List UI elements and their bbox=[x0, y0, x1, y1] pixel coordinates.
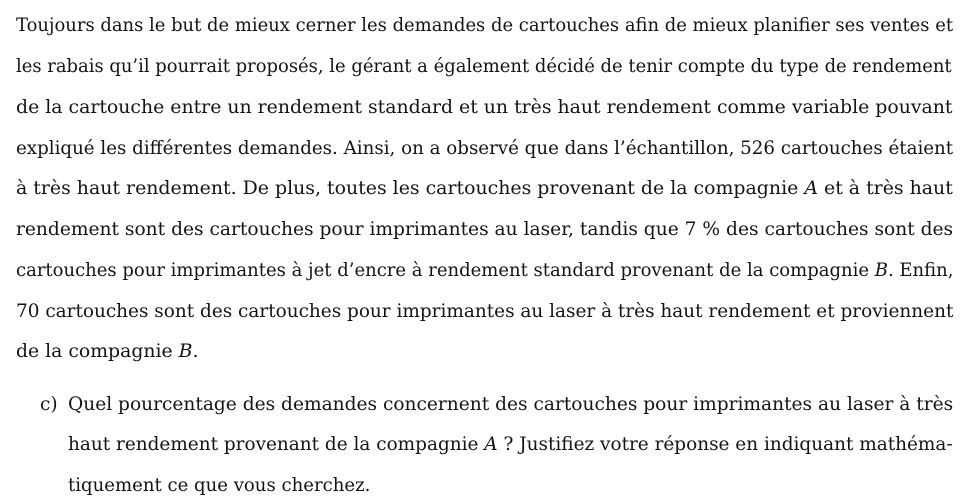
paragraph-line-9: de la compagnie B. bbox=[16, 341, 199, 362]
paragraph-line-1: Toujours dans le but de mieux cerner les demandes de cartouches afin de mieux planifier ses ventes et bbox=[16, 15, 954, 36]
question-line-3: tiquement ce que vous cherchez. bbox=[68, 475, 371, 496]
question-line-1: Quel pourcentage des demandes concernent des cartouches pour imprimantes au laser à très bbox=[68, 394, 954, 415]
paragraph-line-5: à très haut rendement. De plus, toutes les cartouches provenant de la compagnie A et à très haut bbox=[16, 178, 953, 199]
paragraph-line-4: expliqué les différentes demandes. Ainsi, on a observé que dans l’échantillon, 526 cartouches étaient bbox=[16, 138, 954, 159]
paragraph-line-8: 70 cartouches sont des cartouches pour imprimantes au laser à très haut rendement et proviennent bbox=[16, 301, 954, 322]
question-line-2: haut rendement provenant de la compagnie A ? Justifiez votre réponse en indiquant mathéma- bbox=[68, 434, 953, 455]
paragraph-line-6: rendement sont des cartouches pour imprimantes au laser, tandis que 7 % des cartouches sont des bbox=[16, 219, 954, 240]
question-label: c) bbox=[40, 394, 58, 415]
paragraph-line-7: cartouches pour imprimantes à jet d’encre à rendement standard provenant de la compagnie B. Enfin, bbox=[16, 260, 954, 281]
paragraph-line-3: de la cartouche entre un rendement standard et un très haut rendement comme variable pouvant bbox=[16, 97, 953, 118]
paragraph-line-2: les rabais qu’il pourrait proposés, le gérant a également décidé de tenir compte du type de rendement bbox=[16, 56, 952, 77]
